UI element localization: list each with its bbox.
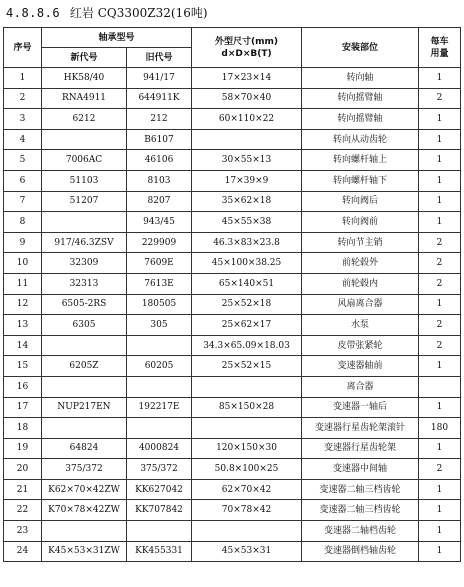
table-row [4,479,461,500]
cell-seq: 7 [4,191,42,212]
cell-new-code: 6205Z [42,356,127,377]
cell-qty: 1 [419,212,461,233]
cell-qty: 2 [419,459,461,480]
cell-dims: 62×70×42 [192,479,302,500]
cell-dims: 25×62×17 [192,315,302,336]
cell-dims: 45×100×38.25 [192,253,302,274]
cell-position: 皮带张紧轮 [302,335,419,356]
cell-old-code: 4000824 [127,438,192,459]
cell-seq: 4 [4,129,42,150]
header-dims-formula: d×D×B(T) [221,48,272,59]
cell-position: 水泵 [302,315,419,336]
cell-new-code: NUP217EN [42,397,127,418]
cell-old-code: KK707842 [127,500,192,521]
table-row [4,335,461,356]
cell-qty: 1 [419,356,461,377]
table-row [4,418,461,439]
cell-dims: 120×150×30 [192,438,302,459]
cell-position: 转向螺杆轴上 [302,150,419,171]
cell-new-code: 51207 [42,191,127,212]
cell-qty: 1 [419,150,461,171]
cell-dims: 58×70×40 [192,88,302,109]
table-row [4,397,461,418]
cell-old-code: 305 [127,315,192,336]
table-row [4,109,461,130]
cell-old-code: 46106 [127,150,192,171]
cell-new-code: 32309 [42,253,127,274]
cell-qty [419,376,461,397]
cell-qty: 2 [419,88,461,109]
cell-position: 变速器轴前 [302,356,419,377]
cell-position: 转向从动齿轮 [302,129,419,150]
cell-position: 转向阀后 [302,191,419,212]
cell-old-code: KK455331 [127,541,192,562]
header-qty-line1: 每车 [430,36,449,47]
table-row [4,356,461,377]
cell-qty: 1 [419,109,461,130]
cell-qty: 1 [419,68,461,89]
table-row [4,438,461,459]
cell-seq: 19 [4,438,42,459]
cell-dims [192,418,302,439]
cell-seq: 9 [4,232,42,253]
cell-old-code: 180505 [127,294,192,315]
cell-qty: 1 [419,438,461,459]
cell-old-code: 941/17 [127,68,192,89]
cell-new-code [42,521,127,542]
cell-new-code [42,418,127,439]
cell-position: 变速器中间轴 [302,459,419,480]
cell-seq: 15 [4,356,42,377]
cell-old-code: 229909 [127,232,192,253]
cell-seq: 14 [4,335,42,356]
cell-dims: 34.3×65.09×18.03 [192,335,302,356]
cell-seq: 11 [4,273,42,294]
table-row [4,68,461,89]
cell-seq: 22 [4,500,42,521]
cell-seq: 21 [4,479,42,500]
cell-seq: 5 [4,150,42,171]
table-row [4,150,461,171]
table-row [4,88,461,109]
cell-new-code: K70×78×42ZW [42,500,127,521]
cell-seq: 18 [4,418,42,439]
cell-new-code: 375/372 [42,459,127,480]
section-number: 4.8.8.6 [6,6,61,20]
cell-dims: 46.3×83×23.8 [192,232,302,253]
cell-position: 转向摇臂轴 [302,88,419,109]
table-row [4,212,461,233]
cell-dims: 45×55×38 [192,212,302,233]
cell-old-code: 7613E [127,273,192,294]
section-title: 红岩 CQ3300Z32(16吨) [69,6,208,20]
cell-position: 转向螺杆轴下 [302,170,419,191]
cell-seq: 17 [4,397,42,418]
table-row [4,376,461,397]
cell-dims: 65×140×51 [192,273,302,294]
cell-old-code: 644911K [127,88,192,109]
table-row [4,315,461,336]
cell-dims: 17×23×14 [192,68,302,89]
table-row [4,253,461,274]
cell-position: 前轮毂内 [302,273,419,294]
cell-new-code: 7006AC [42,150,127,171]
cell-position: 变速器二轴三档齿轮 [302,479,419,500]
cell-old-code: 212 [127,109,192,130]
cell-old-code: 8207 [127,191,192,212]
cell-qty: 1 [419,500,461,521]
cell-old-code: KK627042 [127,479,192,500]
cell-qty: 1 [419,479,461,500]
cell-seq: 24 [4,541,42,562]
header-qty [419,28,461,68]
cell-position: 离合器 [302,376,419,397]
cell-qty: 1 [419,170,461,191]
table-row [4,541,461,562]
cell-position: 变速器行星齿轮架 [302,438,419,459]
header-qty-line2: 用量 [430,48,449,59]
cell-qty: 1 [419,541,461,562]
cell-dims: 25×52×18 [192,294,302,315]
cell-qty: 1 [419,129,461,150]
cell-position: 变速器一轴后 [302,397,419,418]
cell-old-code [127,335,192,356]
cell-qty: 2 [419,232,461,253]
cell-old-code: 7609E [127,253,192,274]
header-position: 安装部位 [302,28,419,68]
cell-old-code: 60205 [127,356,192,377]
cell-qty: 2 [419,315,461,336]
cell-new-code: K45×53×31ZW [42,541,127,562]
cell-new-code: 51103 [42,170,127,191]
cell-new-code: 6212 [42,109,127,130]
cell-seq: 13 [4,315,42,336]
cell-dims: 70×78×42 [192,500,302,521]
bearing-table [3,27,461,562]
cell-old-code [127,521,192,542]
cell-seq: 2 [4,88,42,109]
cell-dims: 45×53×31 [192,541,302,562]
cell-new-code: 6305 [42,315,127,336]
table-row [4,459,461,480]
cell-new-code [42,212,127,233]
cell-old-code [127,376,192,397]
header-dims [192,28,302,68]
cell-qty: 1 [419,191,461,212]
cell-position: 转向轴 [302,68,419,89]
cell-position: 前轮毂外 [302,253,419,274]
cell-seq: 16 [4,376,42,397]
header-seq: 序号 [4,28,42,68]
header-new-code: 新代号 [42,48,127,68]
cell-position: 变速器二轴档齿轮 [302,521,419,542]
cell-dims [192,376,302,397]
cell-qty: 2 [419,273,461,294]
table-row [4,191,461,212]
cell-seq: 1 [4,68,42,89]
cell-new-code: 6505-2RS [42,294,127,315]
table-row [4,521,461,542]
cell-position: 变速器倒档轴齿轮 [302,541,419,562]
cell-dims: 85×150×28 [192,397,302,418]
cell-qty: 2 [419,253,461,274]
section-heading [6,4,208,21]
cell-position: 转向阀前 [302,212,419,233]
cell-old-code: 192217E [127,397,192,418]
cell-qty: 1 [419,397,461,418]
cell-old-code: 943/45 [127,212,192,233]
cell-seq: 12 [4,294,42,315]
cell-qty: 1 [419,521,461,542]
cell-new-code: 917/46.3ZSV [42,232,127,253]
table-body [4,68,461,562]
cell-seq: 6 [4,170,42,191]
header-bearing-model: 轴承型号 [42,28,192,48]
cell-seq: 3 [4,109,42,130]
cell-old-code: 8103 [127,170,192,191]
table-row [4,294,461,315]
cell-old-code: 375/372 [127,459,192,480]
cell-dims: 50.8×100×25 [192,459,302,480]
table-row [4,273,461,294]
cell-position: 转向摇臂轴 [302,109,419,130]
cell-qty: 1 [419,294,461,315]
table-row [4,170,461,191]
cell-position: 变速器行星齿轮架滚针 [302,418,419,439]
cell-dims: 30×55×13 [192,150,302,171]
cell-dims: 25×52×15 [192,356,302,377]
cell-seq: 8 [4,212,42,233]
cell-old-code: B6107 [127,129,192,150]
cell-new-code [42,376,127,397]
cell-seq: 23 [4,521,42,542]
cell-dims [192,129,302,150]
cell-new-code: HK58/40 [42,68,127,89]
table-row [4,232,461,253]
cell-qty: 2 [419,335,461,356]
cell-seq: 20 [4,459,42,480]
header-old-code: 旧代号 [127,48,192,68]
cell-dims: 60×110×22 [192,109,302,130]
cell-old-code [127,418,192,439]
cell-new-code: 64824 [42,438,127,459]
cell-new-code [42,129,127,150]
cell-position: 风扇离合器 [302,294,419,315]
table-row [4,500,461,521]
cell-dims: 35×62×18 [192,191,302,212]
cell-dims: 17×39×9 [192,170,302,191]
cell-dims [192,521,302,542]
cell-position: 变速器二轴三档齿轮 [302,500,419,521]
header-dims-title: 外型尺寸(mm) [215,36,278,47]
cell-new-code: RNA4911 [42,88,127,109]
cell-new-code: K62×70×42ZW [42,479,127,500]
cell-position: 转向节主销 [302,232,419,253]
cell-seq: 10 [4,253,42,274]
cell-qty: 180 [419,418,461,439]
cell-new-code: 32313 [42,273,127,294]
table-row [4,129,461,150]
cell-new-code [42,335,127,356]
